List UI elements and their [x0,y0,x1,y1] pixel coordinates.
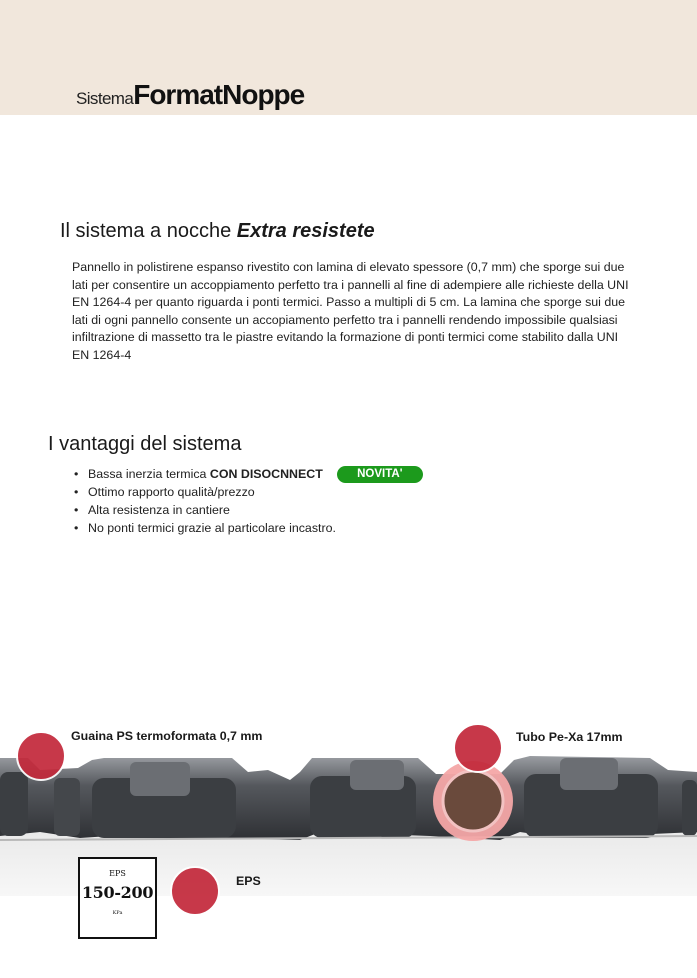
label-tubo: Tubo Pe-Xa 17mm [516,730,623,744]
section-title-benefits: I vantaggi del sistema [48,433,242,455]
system-description: Pannello in polistirene espanso rivestito con lamina di elevato spessore (0,7 mm) che sporge sui due lati per consentire un accoppiamento perfetto tra i pannelli al fine di adempiere alle richieste della UNI EN 1264-4 per quanto riguarda i ponti termici. Passo a multipli di 5 cm. La lamina che sporge sui due lati di ogni pannello consente un accopiamento perfetto tra i pannelli rendendo impossibile qualsiasi infiltrazione di massetto tra le piastre evitando la formazione di ponti termici come stabilito dalla UNI EN 1264-4 [72,260,629,362]
eps-box-value: 150-200 [81,883,154,902]
benefit-text: Alta resistenza in cantiere [88,503,230,517]
brand-prefix: Sistema [76,89,134,108]
section-title-emphasis: Extra resistete [236,220,375,242]
label-eps: EPS [236,874,261,888]
benefit-item [74,465,423,483]
section-title-system [60,220,375,243]
brand-name: FormatNoppe [133,79,305,110]
label-guaina: Guaina PS termoformata 0,7 mm [71,729,263,743]
benefit-item [74,483,423,501]
eps-box-unit: KPa [112,910,123,916]
eps-box-title: EPS [109,869,126,878]
brand-logo [76,79,304,111]
benefit-item [74,519,423,537]
benefit-text: Ottimo rapporto qualità/prezzo [88,485,255,499]
section-title-plain: Il sistema a nocche [60,220,237,242]
benefit-item [74,501,423,519]
eps-rating-box [78,857,157,939]
benefit-text: Bassa inerzia termica [88,467,210,481]
novita-badge: NOVITA' [337,466,423,483]
benefit-bold-text: CON DISOCNNECT [209,467,323,481]
benefits-list [74,465,423,537]
benefit-text: No ponti termici grazie al particolare incastro. [88,521,336,535]
